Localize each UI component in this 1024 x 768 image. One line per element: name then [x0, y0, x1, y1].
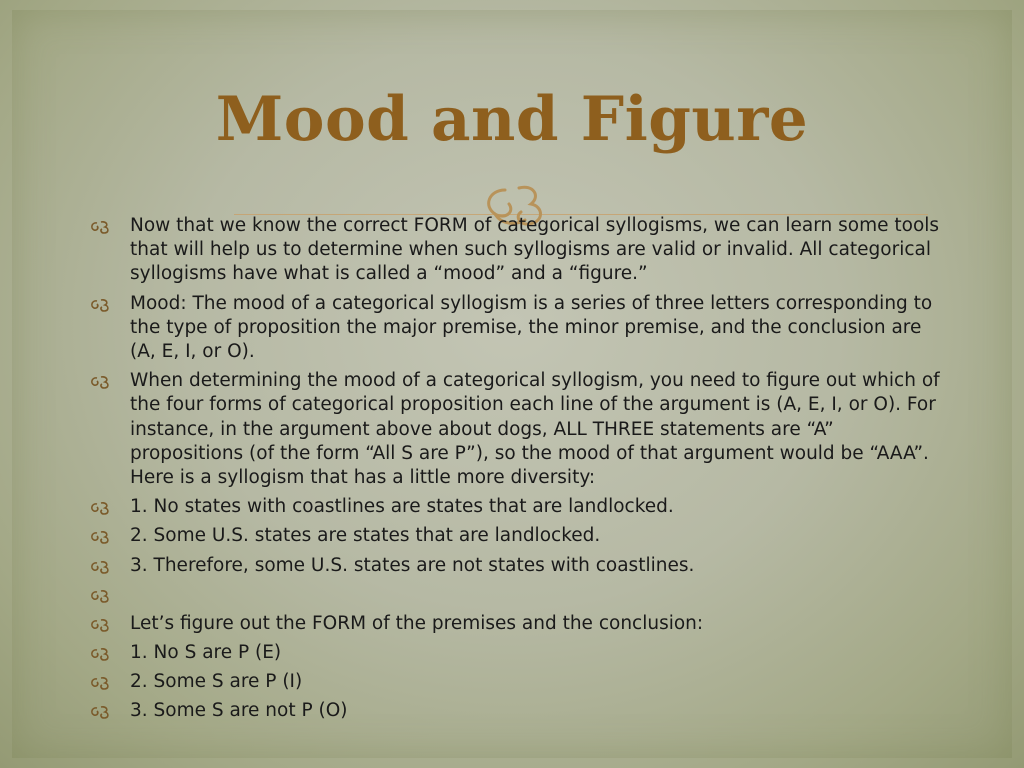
swirl-bullet-icon: [88, 501, 112, 515]
swirl-bullet-icon: [88, 220, 112, 234]
bullet-text: 2. Some U.S. states are states that are landlocked.: [130, 525, 601, 547]
list-item: [84, 495, 944, 519]
bullet-text: Mood: The mood of a categorical syllogism is a series of three letters corresponding to the type of proposition the major premise, the minor premise, and the conclusion are (A, E, I, or O).: [130, 292, 933, 363]
list-item: [84, 524, 944, 548]
swirl-bullet-icon: [88, 618, 112, 632]
swirl-bullet-icon: [88, 676, 112, 690]
bullet-text: Now that we know the correct FORM of categorical syllogisms, we can learn some tools that will help us to determine when such syllogisms are valid or invalid. All categorical syllogisms have what is called a “mood” and a “figure.”: [130, 215, 940, 285]
bullet-text: 3. Some S are not P (O): [130, 700, 348, 722]
swirl-bullet-icon: [88, 560, 112, 574]
list-item: [84, 612, 944, 636]
list-item: [84, 641, 944, 665]
list-item: [84, 214, 944, 287]
list-item: [84, 369, 944, 490]
swirl-bullet-icon: [88, 647, 112, 661]
bullet-text: Let’s figure out the FORM of the premises and the conclusion:: [130, 612, 704, 634]
bullet-text: 2. Some S are P (I): [130, 671, 303, 693]
swirl-bullet-icon: [88, 375, 112, 389]
swirl-bullet-icon: [88, 705, 112, 719]
slide-title: Mood and Figure: [215, 84, 809, 155]
bullet-text: 1. No S are P (E): [130, 642, 282, 664]
bullet-list: [84, 214, 944, 729]
bullet-text: 1. No states with coastlines are states that are landlocked.: [130, 496, 674, 518]
list-item: [84, 554, 944, 578]
swirl-bullet-icon: [88, 589, 112, 603]
bullet-text: When determining the mood of a categorical syllogism, you need to figure out which of the four forms of categorical proposition each line of the argument is (A, E, I, or O). For instance, in the argument above about dogs, ALL THREE statements are “A” propositions (of the form “All S are P”), so the mood of that argument would be “AAA”. Here is a syllogism that has a little more diversity:: [130, 370, 940, 489]
list-item: [84, 292, 944, 365]
bullet-text: [130, 583, 944, 607]
list-item: [84, 699, 944, 723]
bullet-text: 3. Therefore, some U.S. states are not states with coastlines.: [130, 554, 695, 576]
list-item: [84, 670, 944, 694]
swirl-bullet-icon: [88, 530, 112, 544]
swirl-bullet-icon: [88, 298, 112, 312]
list-item: [84, 583, 944, 607]
